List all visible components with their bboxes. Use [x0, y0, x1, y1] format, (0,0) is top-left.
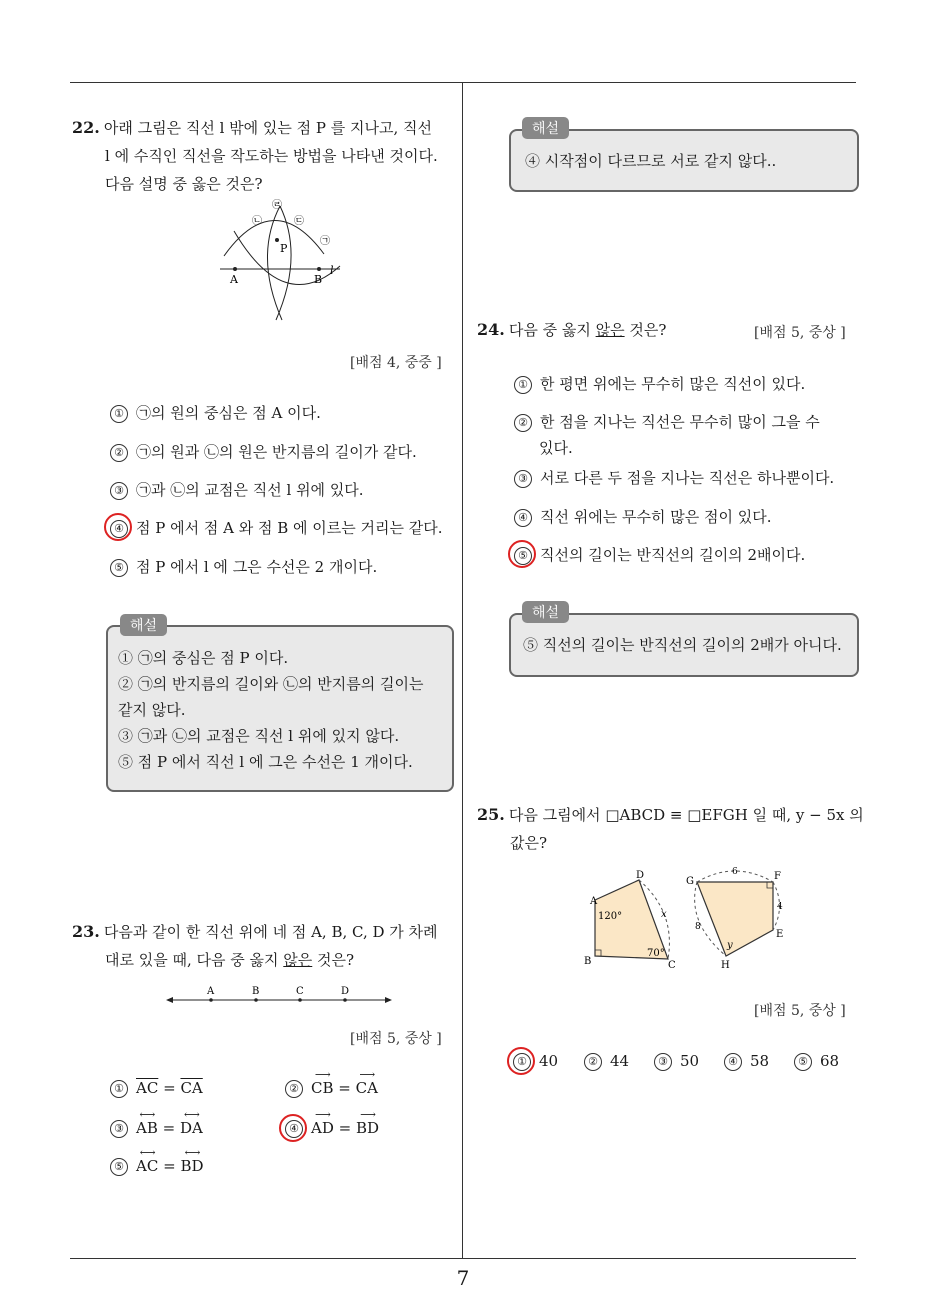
q23-option-5-num: ⑤: [110, 1158, 128, 1176]
label-p: P: [280, 242, 288, 255]
q23-point-a: [209, 998, 213, 1002]
top-rule: [70, 82, 856, 83]
q24-option-1[interactable]: [514, 373, 805, 394]
q23-text-line2-underlined: 않은: [283, 951, 313, 969]
q24-text-pre: 다음 중 옳지: [508, 321, 596, 339]
label-b: B: [314, 273, 323, 286]
q25-option-4-num: ④: [724, 1053, 742, 1071]
label-a: A: [230, 273, 238, 286]
q22-explain-line-4: ③ ㉠과 ㉡의 교점은 직선 l 위에 있지 않다.: [118, 727, 400, 745]
q23-option-5-right: ⟷ BD: [180, 1157, 203, 1175]
q25-option-2[interactable]: [584, 1052, 629, 1071]
q24-explain-tag: 해설: [522, 601, 569, 623]
q25-text-line2: 값은?: [510, 834, 548, 852]
q24-option-2-num: ②: [514, 414, 532, 432]
q24-option-5[interactable]: [514, 544, 805, 565]
label-c2: ㉡: [252, 216, 262, 227]
q25-option-3[interactable]: [654, 1052, 699, 1071]
q25-stem: [477, 801, 864, 857]
q23-option-1-right: $\overline{CA}$: [180, 1079, 203, 1097]
q22-explain-line-3: 같지 않다.: [118, 701, 186, 719]
q24-option-4-text: 직선 위에는 무수히 많은 점이 있다.: [540, 508, 772, 526]
q22-option-3[interactable]: [110, 479, 364, 500]
label-d: D: [636, 870, 645, 881]
q24-number: 24.: [477, 320, 505, 339]
q22-option-3-num: ③: [110, 482, 128, 500]
q23-label-b: B: [252, 986, 260, 997]
q22-meta: [배점 4, 중중 ]: [350, 355, 442, 371]
q24-option-4[interactable]: [514, 506, 771, 527]
label-c: C: [668, 960, 676, 971]
q25-option-2-text: 44: [610, 1052, 630, 1070]
q25-meta: [배점 5, 중상 ]: [754, 1003, 846, 1019]
q24-meta: [배점 5, 중상 ]: [754, 325, 846, 341]
q25-number: 25.: [477, 805, 505, 824]
q23-option-3-right: ⟷ DA: [180, 1119, 203, 1137]
q23-text-line2-post: 것은?: [312, 951, 355, 969]
q23-text-line1: 다음과 같이 한 직선 위에 네 점 A, B, C, D 가 차례: [103, 923, 438, 941]
q23-point-b: [254, 998, 258, 1002]
q22-option-2-text: ㉠의 원과 ㉡의 원은 반지름의 길이가 같다.: [136, 443, 417, 461]
q23-number: 23.: [72, 922, 100, 941]
q23-option-3-left: ⟷ AB: [136, 1119, 158, 1137]
label-l: l: [330, 264, 334, 277]
q23-option-4-num: ④: [285, 1120, 303, 1138]
q22-text-line3: 다음 설명 중 옳은 것은?: [105, 175, 263, 193]
label-eight: 8: [695, 922, 701, 932]
q23-stem: [72, 918, 456, 974]
q23-option-3-num: ③: [110, 1120, 128, 1138]
q24-text-underlined: 않은: [595, 321, 625, 339]
q22-option-1-num: ①: [110, 405, 128, 423]
q23-option-2-left: ⟶ CB: [311, 1079, 334, 1097]
q22-option-5-text: 점 P 에서 l 에 그은 수선은 2 개이다.: [136, 558, 378, 576]
q23-arrow-left: [166, 997, 173, 1003]
label-c4: ㉣: [272, 200, 282, 211]
page-number: 7: [456, 1266, 470, 1290]
q23-option-1[interactable]: [110, 1079, 203, 1098]
q23-option-3-eq: =: [162, 1119, 176, 1137]
q24-option-3-num: ③: [514, 470, 532, 488]
q25-answer-mark: [507, 1047, 535, 1075]
q23-option-4-right: ⟶ BD: [356, 1119, 379, 1137]
q23-figure: [164, 984, 394, 1010]
q23-option-2-eq: =: [338, 1079, 351, 1097]
q24-option-1-text: 한 평면 위에는 무수히 많은 직선이 있다.: [540, 375, 806, 393]
q23-arrow-right: [385, 997, 392, 1003]
label-h: H: [721, 960, 730, 971]
q25-figure: [578, 862, 798, 974]
q22-option-4[interactable]: [110, 517, 443, 538]
quad-efgh: [697, 882, 773, 956]
q23-label-c: C: [296, 986, 304, 997]
q22-explanation-box: [106, 625, 454, 792]
label-angle-70: 70°: [647, 948, 665, 959]
q24-answer-mark: [508, 540, 536, 568]
q24-explain-text: ⑤ 직선의 길이는 반직선의 길이의 2배가 아니다.: [523, 636, 842, 654]
label-six: 6: [732, 867, 738, 877]
q24-option-5-text: 직선의 길이는 반직선의 길이의 2배이다.: [540, 546, 806, 564]
q25-option-1-num: ①: [513, 1053, 531, 1071]
q25-option-5[interactable]: [794, 1052, 839, 1071]
q22-figure: [210, 196, 350, 326]
q24-text-post: 것은?: [624, 321, 667, 339]
q24-option-3[interactable]: [514, 467, 834, 488]
q25-text-line1: 다음 그림에서 □ABCD ≡ □EFGH 일 때, y − 5x 의: [508, 806, 864, 824]
q23-point-d: [343, 998, 347, 1002]
q23-option-2-num: ②: [285, 1080, 303, 1098]
q23-option-5-left: ⟷ AC: [136, 1157, 158, 1175]
q23-option-1-eq: =: [163, 1079, 176, 1097]
q22-explain-line-5: ⑤ 점 P 에서 직선 l 에 그은 수선은 1 개이다.: [118, 753, 413, 771]
label-four: 4: [777, 902, 783, 912]
q23-label-a: A: [207, 986, 215, 997]
label-y: y: [727, 940, 733, 951]
column-divider: [462, 82, 463, 1258]
q23-option-4-eq: =: [338, 1119, 352, 1137]
q23-answer-mark: [279, 1114, 307, 1142]
q23-option-4-left: ⟶ AD: [311, 1119, 334, 1137]
q25-option-3-text: 50: [680, 1052, 700, 1070]
q22-option-5[interactable]: [110, 556, 377, 577]
label-angle-120: 120°: [598, 911, 623, 922]
q23-option-2-right: ⟶ CA: [356, 1079, 378, 1097]
bottom-rule: [70, 1258, 856, 1259]
q24-option-5-num: ⑤: [514, 547, 532, 565]
q23-option-5[interactable]: [110, 1157, 204, 1176]
label-c1: ㉠: [320, 236, 330, 247]
q22-explain-tag: 해설: [120, 614, 167, 636]
q25-option-5-text: 68: [820, 1052, 840, 1070]
label-x: x: [661, 909, 667, 920]
q25-option-1-text: 40: [539, 1052, 559, 1070]
q22-option-2[interactable]: [110, 441, 417, 462]
q22-text-line1: 아래 그림은 직선 l 밖에 있는 점 P 를 지나고, 직선: [103, 119, 433, 137]
q23-explain-text: ④ 시작점이 다르므로 서로 같지 않다..: [525, 152, 777, 170]
q25-option-2-num: ②: [584, 1053, 602, 1071]
q22-answer-mark: [104, 513, 132, 541]
q24-option-1-num: ①: [514, 376, 532, 394]
q23-text-line2: [72, 946, 456, 974]
q23-explain-tag: 해설: [522, 117, 569, 139]
label-g: G: [686, 876, 694, 887]
q22-option-1[interactable]: [110, 402, 321, 423]
q22-option-1-text: ㉠의 원의 중심은 점 A 이다.: [136, 404, 321, 422]
q22-option-2-num: ②: [110, 444, 128, 462]
q22-option-4-text: 점 P 에서 점 A 와 점 B 에 이르는 거리는 같다.: [136, 519, 443, 537]
label-e: E: [776, 929, 784, 940]
q24-option-2-cont: 있다.: [539, 439, 573, 457]
q24-option-3-text: 서로 다른 두 점을 지나는 직선은 하나뿐이다.: [540, 469, 835, 487]
q22-option-3-text: ㉠과 ㉡의 교점은 직선 l 위에 있다.: [136, 481, 364, 499]
q22-number: 22.: [72, 118, 100, 137]
q23-option-1-left: $\overline{AC}$: [136, 1079, 159, 1097]
q24-option-2[interactable]: [514, 411, 820, 432]
q23-label-d: D: [341, 986, 350, 997]
q24-option-2-text: 한 점을 지나는 직선은 무수히 많이 그을 수: [540, 413, 820, 431]
q23-option-1-num: ①: [110, 1080, 128, 1098]
q25-option-3-num: ③: [654, 1053, 672, 1071]
arc-b: [224, 220, 324, 256]
q22-explain-line-1: ① ㉠의 중심은 점 P 이다.: [118, 649, 289, 667]
point-a: [233, 267, 237, 271]
q25-option-4[interactable]: [724, 1052, 769, 1071]
arc-d: [267, 206, 282, 320]
q25-option-4-text: 58: [750, 1052, 770, 1070]
point-b: [317, 267, 321, 271]
q23-point-c: [298, 998, 302, 1002]
q23-option-2[interactable]: [285, 1079, 378, 1098]
label-a: A: [590, 896, 598, 907]
q22-text-line2: l 에 수직인 직선을 작도하는 방법을 나타낸 것이다.: [105, 147, 438, 165]
q23-text-line2-pre: 대로 있을 때, 다음 중 옳지: [105, 951, 284, 969]
q22-stem: [72, 114, 456, 198]
label-c3: ㉢: [294, 216, 304, 227]
point-p: [275, 238, 279, 242]
label-b: B: [584, 956, 592, 967]
q22-option-5-num: ⑤: [110, 559, 128, 577]
label-f: F: [774, 871, 781, 882]
q23-option-3[interactable]: [110, 1119, 203, 1138]
q23-option-5-eq: =: [163, 1157, 176, 1175]
q22-explain-line-2: ② ㉠의 반지름의 길이와 ㉡의 반지름의 길이는: [118, 675, 424, 693]
q22-option-4-num: ④: [110, 520, 128, 538]
q25-option-5-num: ⑤: [794, 1053, 812, 1071]
q24-option-4-num: ④: [514, 509, 532, 527]
q23-meta: [배점 5, 중상 ]: [350, 1031, 442, 1047]
